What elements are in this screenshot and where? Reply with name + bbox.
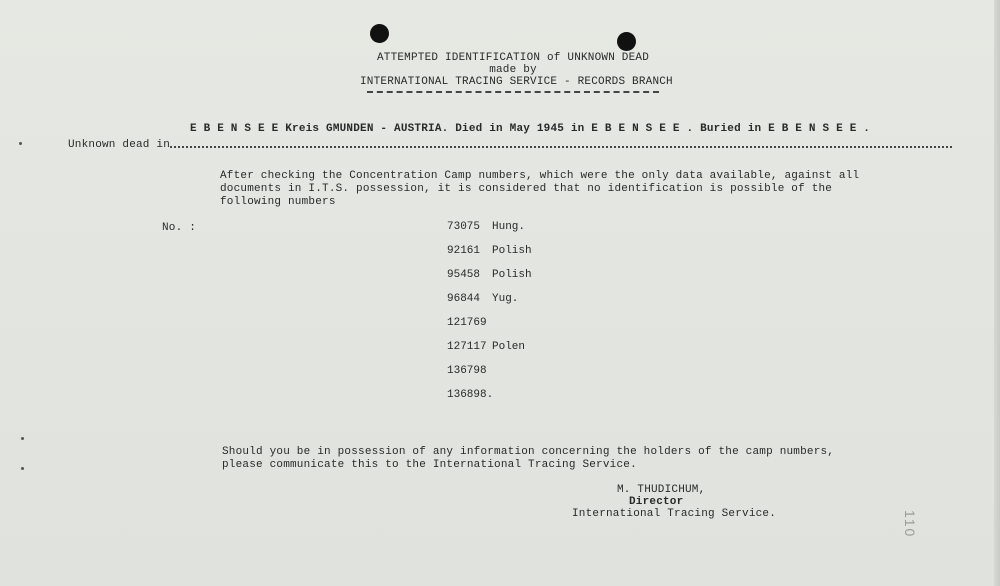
- list-item: [447, 269, 532, 282]
- camp-number: 127117: [447, 341, 487, 353]
- signatory-organization: International Tracing Service.: [572, 508, 777, 520]
- nationality: Hung.: [492, 221, 526, 233]
- list-item: [447, 341, 525, 354]
- closing-line-1: Should you be in possession of any information concerning the holders of the camp numbers,: [222, 446, 835, 458]
- camp-number: 92161: [447, 245, 481, 257]
- margin-mark: [21, 437, 24, 440]
- camp-number: 136898.: [447, 389, 494, 401]
- camp-number: 73075: [447, 221, 481, 233]
- header-title: ATTEMPTED IDENTIFICATION of UNKNOWN DEAD: [376, 52, 650, 64]
- list-item: [447, 365, 492, 378]
- paragraph-line-2: documents in I.T.S. possession, it is considered that no identification is possible of the: [220, 183, 833, 195]
- list-item: [447, 245, 532, 258]
- closing-line-2: please communicate this to the International Tracing Service.: [222, 459, 637, 471]
- nationality: Polen: [492, 341, 526, 353]
- unknown-dead-label: Unknown dead in: [68, 139, 171, 151]
- header-underline: [367, 89, 659, 93]
- list-item: [447, 221, 525, 234]
- margin-mark: [21, 467, 24, 470]
- signatory-title: Director: [629, 496, 684, 508]
- nationality: Polish: [492, 245, 532, 257]
- signatory-name: M. THUDICHUM,: [617, 484, 706, 496]
- dotted-line: [170, 143, 952, 148]
- list-item: [447, 317, 492, 330]
- page-number: 110: [902, 510, 918, 539]
- location-line: E B E N S E E Kreis GMUNDEN - AUSTRIA. Died in May 1945 in E B E N S E E . Buried in E B E N S E E .: [190, 123, 871, 135]
- camp-number: 96844: [447, 293, 481, 305]
- header-organization: INTERNATIONAL TRACING SERVICE - RECORDS BRANCH: [360, 76, 673, 88]
- page-edge: [994, 0, 1000, 586]
- nationality: Polish: [492, 269, 532, 281]
- camp-number: 121769: [447, 317, 487, 329]
- camp-number: 95458: [447, 269, 481, 281]
- camp-number: 136798: [447, 365, 487, 377]
- nationality: Yug.: [492, 293, 519, 305]
- punch-hole-left: [370, 24, 389, 43]
- margin-mark: [19, 142, 22, 145]
- list-item: [447, 389, 492, 402]
- paragraph-line-3: following numbers: [220, 196, 336, 208]
- punch-hole-right: [617, 32, 636, 51]
- paragraph-line-1: After checking the Concentration Camp numbers, which were the only data available, against all: [220, 170, 860, 182]
- header-made-by: made by: [489, 64, 537, 76]
- list-item: [447, 293, 518, 306]
- numbers-label: No. :: [162, 222, 197, 234]
